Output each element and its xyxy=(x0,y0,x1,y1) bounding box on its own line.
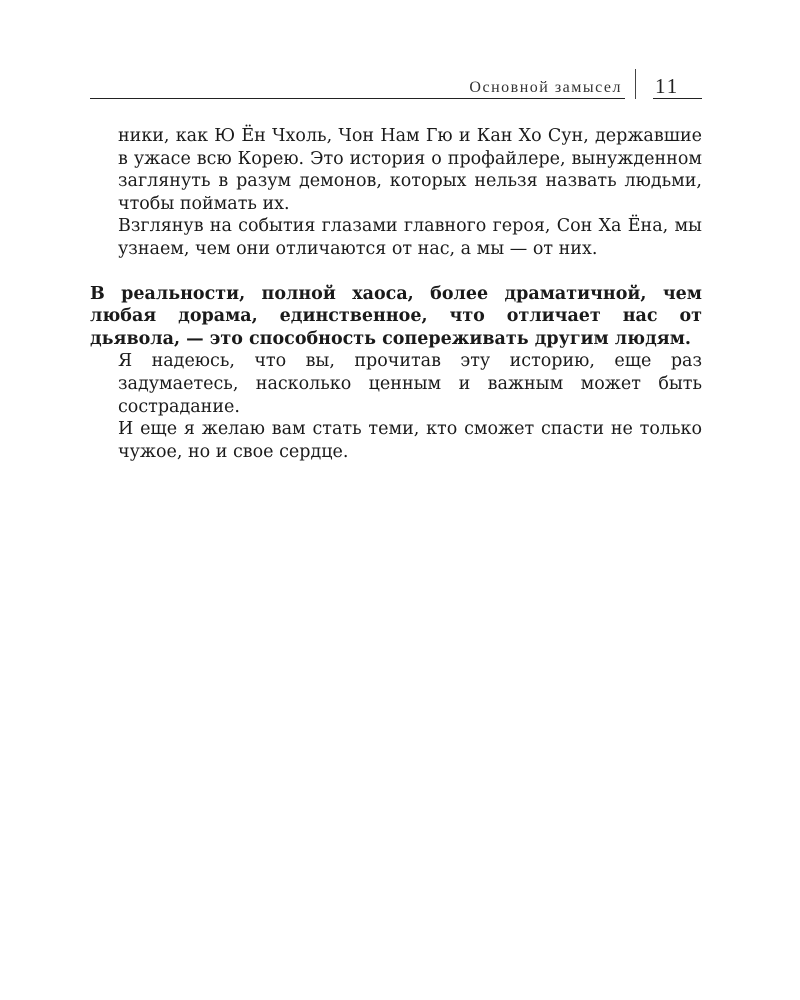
header-divider xyxy=(635,69,636,99)
page-number: 11 xyxy=(655,74,680,98)
emphasis-paragraph: В реальности, полной хаоса, более драматичной, чем любая дорама, единственное, что отличает нас от дьявола, — это способность сопереживать другим людям. xyxy=(90,283,702,349)
paragraph: Я надеюсь, что вы, прочитав эту историю, еще раз задумаетесь, насколько ценным и важным может быть сострадание. xyxy=(118,351,702,417)
running-title: Основной замысел xyxy=(469,79,622,96)
header-rule-right xyxy=(653,98,702,99)
paragraph: Взглянув на события глазами главного героя, Сон Ха Ёна, мы узнаем, чем они отличаются от нас, а мы — от них. xyxy=(118,216,702,259)
paragraph: И еще я желаю вам стать теми, кто сможет спасти не только чужое, но и свое сердце. xyxy=(118,419,702,462)
body-text xyxy=(90,125,702,463)
running-header xyxy=(90,64,702,104)
header-rule-left xyxy=(90,98,625,99)
paragraph: ники, как Ю Ён Чхоль, Чон Нам Гю и Кан Хо Сун, державшие в ужасе всю Корею. Это история о профайлере, вынужденном заглянуть в разум демонов, которых нельзя назвать людьми, чтобы поймать их. xyxy=(118,126,702,214)
